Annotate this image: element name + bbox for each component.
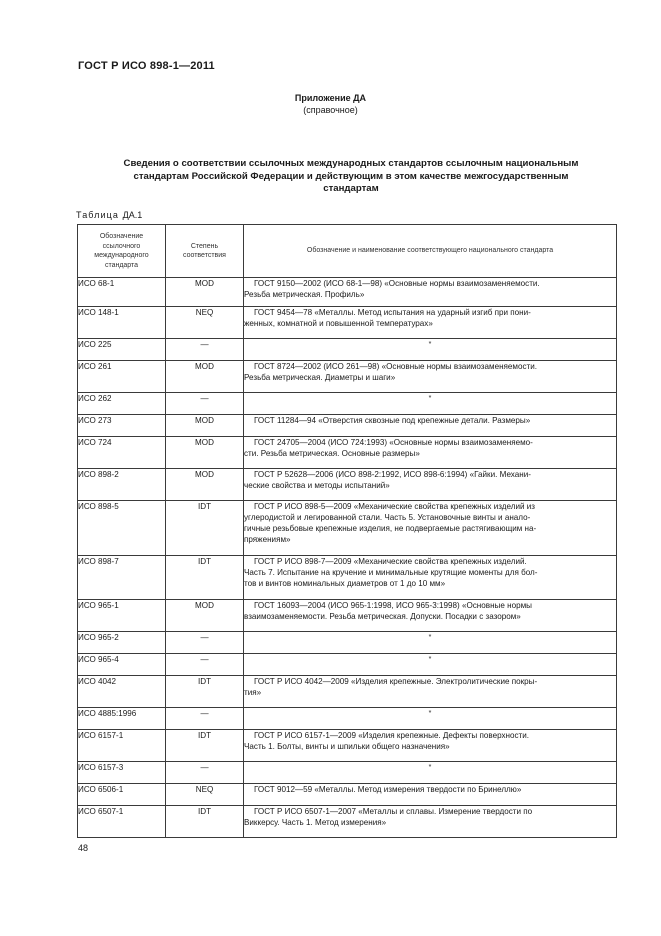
cell-degree: NEQ (166, 307, 244, 339)
table-row (78, 654, 617, 676)
cell-iso-designation: ИСО 225 (78, 339, 166, 361)
cell-iso-designation: ИСО 898-2 (78, 469, 166, 501)
standard-line: Часть 1. Болты, винты и шпильки общего назначения» (244, 742, 450, 751)
cell-degree: NEQ (166, 784, 244, 806)
header-iso: Обозначение ссылочного международного стандарта (78, 225, 166, 278)
cell-iso-designation: ИСО 4885:1996 (78, 708, 166, 730)
standard-line: ческие свойства и методы испытаний» (244, 481, 390, 490)
cell-national-standard (244, 361, 617, 393)
cell-national-standard (244, 676, 617, 708)
table-row (78, 676, 617, 708)
cell-national-standard (244, 339, 617, 361)
table-header-row (78, 225, 617, 278)
cell-iso-designation: ИСО 898-7 (78, 556, 166, 600)
standard-line: ГОСТ 8724—2002 (ИСО 261—98) «Основные нормы взаимозаменяемости. (254, 362, 538, 371)
cell-national-standard (244, 806, 617, 838)
table-label-word: Таблица (76, 210, 119, 220)
cell-iso-designation: ИСО 261 (78, 361, 166, 393)
standard-line: * (428, 710, 432, 717)
cell-national-standard (244, 469, 617, 501)
cell-national-standard (244, 307, 617, 339)
standard-line: * (428, 764, 432, 771)
cell-iso-designation: ИСО 6506-1 (78, 784, 166, 806)
cell-national-standard (244, 654, 617, 676)
annex-heading (0, 92, 661, 116)
standard-line: ГОСТ Р ИСО 898-7—2009 «Механические свойства крепежных изделий. (254, 557, 527, 566)
standard-line: ГОСТ 16093—2004 (ИСО 965-1:1998, ИСО 965-3:1998) «Основные нормы (254, 601, 532, 610)
standard-line: Часть 7. Испытание на кручение и минимальные крутящие моменты для бол- (244, 568, 538, 577)
cell-iso-designation: ИСО 273 (78, 415, 166, 437)
header-standard: Обозначение и наименование соответствующего национального стандарта (244, 225, 617, 278)
correspondence-table (77, 224, 617, 838)
standard-line: ГОСТ Р ИСО 6157-1—2009 «Изделия крепежные. Дефекты поверхности. (254, 731, 530, 740)
cell-iso-designation: ИСО 6157-1 (78, 730, 166, 762)
table-row (78, 784, 617, 806)
table-row (78, 415, 617, 437)
standard-line: ГОСТ 11284—94 «Отверстия сквозные под крепежные детали. Размеры» (254, 416, 531, 425)
cell-degree: MOD (166, 361, 244, 393)
cell-national-standard (244, 437, 617, 469)
cell-degree: — (166, 339, 244, 361)
cell-degree: — (166, 708, 244, 730)
cell-degree: MOD (166, 437, 244, 469)
standard-line: ГОСТ Р 52628—2006 (ИСО 898-2:1992, ИСО 898-6:1994) «Гайки. Механи- (254, 470, 531, 479)
table-label (76, 210, 142, 220)
cell-iso-designation: ИСО 965-1 (78, 600, 166, 632)
cell-national-standard (244, 415, 617, 437)
cell-iso-designation: ИСО 6157-3 (78, 762, 166, 784)
cell-national-standard (244, 784, 617, 806)
cell-degree: MOD (166, 278, 244, 307)
standard-line: тов и винтов номинальных диаметров от 1 до 10 мм» (244, 579, 446, 588)
cell-national-standard (244, 393, 617, 415)
cell-iso-designation: ИСО 262 (78, 393, 166, 415)
section-heading (88, 158, 614, 196)
cell-national-standard (244, 632, 617, 654)
header-degree: Степень соответствия (166, 225, 244, 278)
document-code: ГОСТ Р ИСО 898-1—2011 (78, 60, 215, 72)
cell-national-standard (244, 556, 617, 600)
standard-line: ГОСТ 9454—78 «Металлы. Метод испытания на ударный изгиб при пони- (254, 308, 531, 317)
table-label-number: ДА.1 (122, 210, 143, 220)
table-row (78, 437, 617, 469)
cell-national-standard (244, 730, 617, 762)
cell-degree: IDT (166, 806, 244, 838)
standard-line: Резьба метрическая. Профиль» (244, 290, 365, 299)
cell-iso-designation: ИСО 965-4 (78, 654, 166, 676)
cell-national-standard (244, 278, 617, 307)
standard-line: ГОСТ 24705—2004 (ИСО 724:1993) «Основные нормы взаимозаменяемо- (254, 438, 533, 447)
cell-iso-designation: ИСО 898-5 (78, 501, 166, 556)
table-row (78, 708, 617, 730)
cell-iso-designation: ИСО 4042 (78, 676, 166, 708)
standard-line: Виккерсу. Часть 1. Метод измерения» (244, 818, 387, 827)
table-row (78, 339, 617, 361)
standard-line: * (428, 341, 432, 348)
cell-degree: — (166, 632, 244, 654)
table-row (78, 501, 617, 556)
table-row (78, 469, 617, 501)
cell-degree: IDT (166, 676, 244, 708)
standard-line: ГОСТ Р ИСО 6507-1—2007 «Металлы и сплавы. Измерение твердости по (254, 807, 533, 816)
table-row (78, 278, 617, 307)
standard-line: сти. Резьба метрическая. Основные размеры» (244, 449, 420, 458)
standard-line: * (428, 634, 432, 641)
standard-line: ГОСТ 9012—59 «Металлы. Метод измерения твердости по Бринеллю» (254, 785, 522, 794)
cell-degree: IDT (166, 556, 244, 600)
cell-national-standard (244, 762, 617, 784)
cell-national-standard (244, 501, 617, 556)
standard-line: * (428, 656, 432, 663)
cell-iso-designation: ИСО 68-1 (78, 278, 166, 307)
table-row (78, 361, 617, 393)
standard-line: ГОСТ Р ИСО 4042—2009 «Изделия крепежные. Электролитические покры- (254, 677, 538, 686)
standard-line: ГОСТ 9150—2002 (ИСО 68-1—98) «Основные нормы взаимозаменяемости. (254, 279, 540, 288)
table-row (78, 806, 617, 838)
cell-degree: — (166, 762, 244, 784)
page-number: 48 (78, 843, 89, 853)
cell-degree: IDT (166, 501, 244, 556)
standard-line: гичные резьбовые крепежные изделия, не подвергаемые растягивающим на- (244, 524, 537, 533)
cell-iso-designation: ИСО 148-1 (78, 307, 166, 339)
standard-line: пряжениям» (244, 535, 291, 544)
standard-line: * (428, 395, 432, 402)
cell-degree: — (166, 654, 244, 676)
table-body (78, 278, 617, 838)
table-row (78, 600, 617, 632)
table-row (78, 393, 617, 415)
heading-line: Сведения о соответствии ссылочных международных стандартов ссылочным национальным (123, 158, 579, 169)
cell-iso-designation: ИСО 6507-1 (78, 806, 166, 838)
cell-degree: MOD (166, 469, 244, 501)
cell-national-standard (244, 600, 617, 632)
standard-line: женных, комнатной и повышенной температурах» (244, 319, 433, 328)
standard-line: углеродистой и легированной стали. Часть 5. Установочные винты и анало- (244, 513, 531, 522)
heading-line: стандартам Российской Федерации и действующим в этом качестве межгосударственным (133, 170, 569, 182)
table-row (78, 556, 617, 600)
annex-subtitle: (справочное) (303, 105, 358, 115)
cell-iso-designation: ИСО 724 (78, 437, 166, 469)
table-row (78, 307, 617, 339)
heading-line: стандартам (323, 183, 379, 194)
cell-iso-designation: ИСО 965-2 (78, 632, 166, 654)
cell-degree: MOD (166, 415, 244, 437)
standard-line: взаимозаменяемости. Резьба метрическая. Допуски. Посадки с зазором» (244, 612, 521, 621)
cell-national-standard (244, 708, 617, 730)
table-row (78, 762, 617, 784)
cell-degree: IDT (166, 730, 244, 762)
annex-title: Приложение ДА (294, 93, 367, 103)
standard-line: тия» (244, 688, 262, 697)
standard-line: ГОСТ Р ИСО 898-5—2009 «Механические свойства крепежных изделий из (254, 502, 535, 511)
cell-degree: MOD (166, 600, 244, 632)
table-row (78, 632, 617, 654)
cell-degree: — (166, 393, 244, 415)
standard-line: Резьба метрическая. Диаметры и шаги» (244, 373, 396, 382)
table-row (78, 730, 617, 762)
